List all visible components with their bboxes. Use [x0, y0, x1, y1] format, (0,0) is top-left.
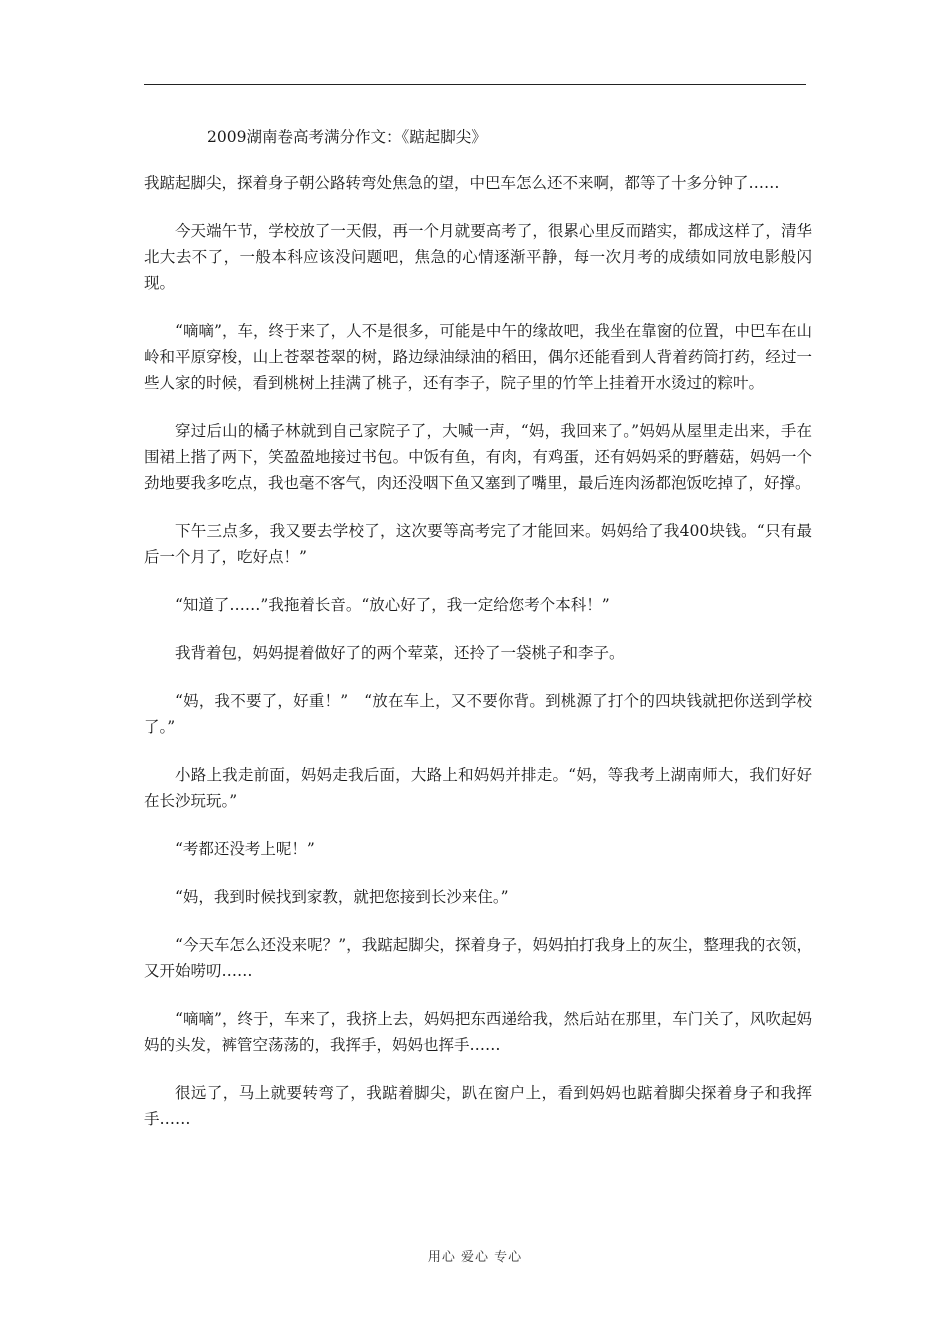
paragraph-9: 小路上我走前面，妈妈走我后面，大路上和妈妈并排走。“妈，等我考上湖南师大，我们好好在长沙玩玩。”	[144, 766, 812, 810]
paragraph-7: 我背着包，妈妈提着做好了的两个荤菜，还拎了一袋桃子和李子。	[175, 644, 625, 662]
paragraph-12: “今天车怎么还没来呢？”，我踮起脚尖，探着身子，妈妈拍打我身上的灰尘，整理我的衣领，又开始唠叨……	[144, 936, 812, 980]
document-body	[144, 170, 812, 1154]
page-footer: 用心 爱心 专心	[427, 1250, 523, 1265]
paragraph-2: 今天端午节，学校放了一天假，再一个月就要高考了，很累心里反而踏实，都成这样了，清华北大去不了，一般本科应该没问题吧，焦急的心情逐渐平静，每一次月考的成绩如同放电影般闪现。	[144, 222, 812, 292]
paragraph-1: 我踮起脚尖，探着身子朝公路转弯处焦急的望，中巴车怎么还不来啊，都等了十多分钟了……	[144, 174, 780, 192]
header-rule	[144, 84, 806, 85]
paragraph-5: 下午三点多，我又要去学校了，这次要等高考完了才能回来。妈妈给了我400块钱。“只有最后一个月了，吃好点！”	[144, 522, 812, 566]
paragraph-6: “知道了……”我拖着长音。“放心好了，我一定给您考个本科！”	[175, 596, 610, 614]
document-title: 2009湖南卷高考满分作文：《踮起脚尖》	[207, 128, 487, 146]
paragraph-11: “妈，我到时候找到家教，就把您接到长沙来住。”	[175, 888, 509, 906]
paragraph-10: “考都还没考上呢！”	[175, 840, 315, 858]
paragraph-3: “嘀嘀”，车，终于来了，人不是很多，可能是中午的缘故吧，我坐在靠窗的位置，中巴车在山岭和平原穿梭，山上苍翠苍翠的树，路边绿油绿油的稻田，偶尔还能看到人背着药筒打药，经过一些人家的时候，看到桃树上挂满了桃子，还有李子，院子里的竹竿上挂着开水烫过的粽叶。	[144, 322, 812, 392]
paragraph-14: 很远了，马上就要转弯了，我踮着脚尖，趴在窗户上，看到妈妈也踮着脚尖探着身子和我挥手……	[144, 1084, 812, 1128]
paragraph-13: “嘀嘀”，终于，车来了，我挤上去，妈妈把东西递给我，然后站在那里，车门关了，风吹起妈妈的头发，裤管空荡荡的，我挥手，妈妈也挥手……	[144, 1010, 812, 1054]
paragraph-8: “妈，我不要了，好重！” “放在车上，又不要你背。到桃源了打个的四块钱就把你送到学校了。”	[144, 692, 812, 736]
paragraph-4: 穿过后山的橘子林就到自己家院子了，大喊一声，“妈，我回来了。”妈妈从屋里走出来，手在围裙上揩了两下，笑盈盈地接过书包。中饭有鱼，有肉，有鸡蛋，还有妈妈采的野蘑菇，妈妈一个劲地要我多吃点，我也毫不客气，肉还没咽下鱼又塞到了嘴里，最后连肉汤都泡饭吃掉了，好撑。	[144, 422, 812, 492]
